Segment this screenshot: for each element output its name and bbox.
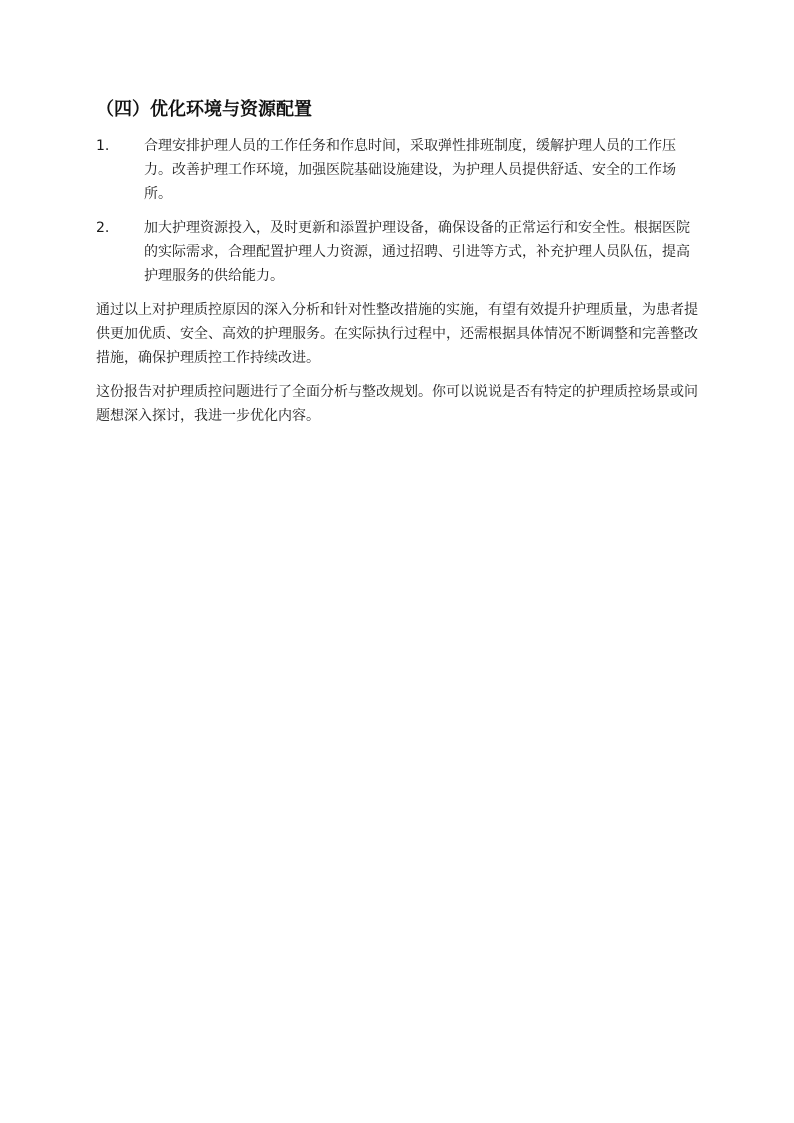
followup-paragraph: 这份报告对护理质控问题进行了全面分析与整改规划。你可以说说是否有特定的护理质控场景或问题想深入探讨，我进一步优化内容。 [96, 384, 698, 424]
list-item-number: 1. [96, 138, 110, 154]
list-item [96, 134, 700, 206]
list-item [96, 216, 700, 288]
conclusion-paragraph: 通过以上对护理质控原因的深入分析和针对性整改措施的实施，有望有效提升护理质量，为患者提供更加优质、安全、高效的护理服务。在实际执行过程中，还需根据具体情况不断调整和完善整改措施，确保护理质控工作持续改进。 [96, 302, 698, 366]
list-item-text: 合理安排护理人员的工作任务和作息时间，采取弹性排班制度，缓解护理人员的工作压力。改善护理工作环境，加强医院基础设施建设，为护理人员提供舒适、安全的工作场所。 [144, 138, 676, 202]
numbered-list [96, 134, 700, 288]
document-content [96, 96, 700, 438]
section-title: （四）优化环境与资源配置 [96, 99, 312, 120]
list-item-text: 加大护理资源投入，及时更新和添置护理设备，确保设备的正常运行和安全性。根据医院的实际需求，合理配置护理人力资源，通过招聘、引进等方式，补充护理人员队伍，提高护理服务的供给能力。 [144, 220, 690, 284]
list-item-number: 2. [96, 220, 110, 236]
